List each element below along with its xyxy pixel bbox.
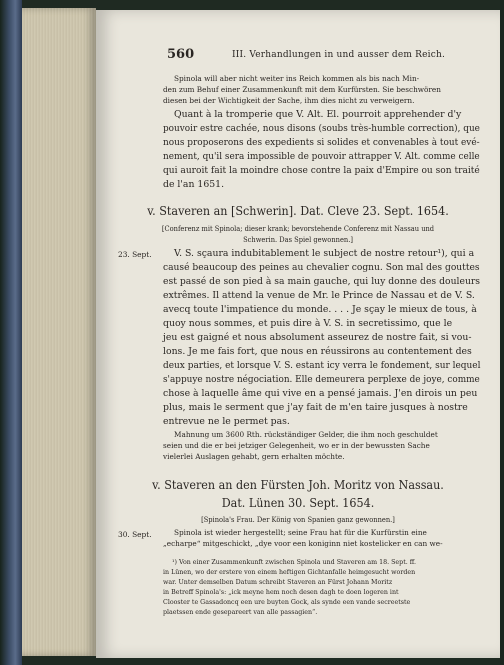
text-line: lons. Je me fais fort, que nous en réussirons au contentement des bbox=[163, 346, 472, 357]
text-line: extrêmes. Il attend la venue de Mr. le Prince de Nassau et de V. S. bbox=[163, 290, 475, 301]
margin-date: 23. Sept. bbox=[118, 250, 152, 259]
text-line: jeu est gaigné et nous absolument asseurez de nostre fait, si vou- bbox=[163, 332, 472, 343]
text-line: Spinola will aber nicht weiter ins Reich kommen als bis nach Min- bbox=[174, 74, 420, 83]
letter-summary-line: [Spinola's Frau. Der König von Spanien ganz gewonnen.] bbox=[201, 515, 395, 524]
text-line: entrevue ne le permet pas. bbox=[163, 416, 290, 427]
text-line: avecq toute l'impatience du monde. . . . Je sçay le mieux de tous, à bbox=[163, 304, 477, 315]
text-line: „echarpe“ mitgeschickt, „dye voor een koniginn niet kostelicker en can we- bbox=[163, 539, 443, 548]
text-line: plus, mais le serment que j'ay fait de m'en taire jusques à nostre bbox=[163, 402, 468, 413]
text-line: causé beaucoup des peines au chevalier cognu. Son mal des gouttes bbox=[163, 262, 480, 273]
book-page bbox=[96, 10, 500, 658]
footnote-line: plaetssen ende gesepareert van alle passagien“. bbox=[163, 609, 318, 616]
page-number: 560 bbox=[167, 47, 195, 62]
footnote-line: in Lünen, wo der erstere von einem heftigen Gichtanfalle heimgesucht worden bbox=[163, 569, 416, 576]
text-line: den zum Behuf einer Zusammenkunft mit dem Kurfürsten. Sie beschwören bbox=[163, 85, 441, 94]
footnote-line: ¹) Von einer Zusammenkunft zwischen Spinola und Staveren am 18. Sept. ff. bbox=[172, 559, 416, 566]
text-line: pouvoir estre cachée, nous disons (soubs très-humble correction), que bbox=[163, 123, 480, 134]
text-line: s'appuye nostre négociation. Elle demeurera perplexe de joye, comme bbox=[163, 374, 480, 385]
text-line: Mahnung um 3600 Rth. rückständiger Gelder, die ihm noch geschuldet bbox=[174, 430, 438, 439]
margin-date: 30. Sept. bbox=[118, 530, 152, 539]
text-line: est passé de son pied à sa main gauche, qui luy donne des douleurs bbox=[163, 276, 481, 287]
footnote-line: in Betreff Spinola's: „ick meyne hem noch desen dagh te doen logeren int bbox=[163, 589, 399, 596]
text-line: V. S. sçaura indubitablement le subject de nostre retour¹), qui a bbox=[174, 248, 475, 259]
text-line: de l'an 1651. bbox=[163, 179, 225, 190]
text-line: chose à laquelle âme qui vive en a pensé jamais. J'en dirois un peu bbox=[163, 388, 478, 399]
text-line: vielerlei Auslagen gehabt, gern erhalten möchte. bbox=[163, 452, 345, 461]
letter-heading: v. Staveren an den Fürsten Joh. Moritz von Nassau. bbox=[152, 478, 444, 492]
footnote-line: war. Unter demselben Datum schreibt Staveren an Fürst Johann Moritz bbox=[163, 579, 393, 586]
running-title: III. Verhandlungen in und ausser dem Reich. bbox=[232, 50, 446, 60]
book-cover-edge bbox=[0, 0, 22, 665]
text-line: Quant à la tromperie que V. Alt. El. pourroit apprehender d'y bbox=[174, 109, 462, 120]
text-line: seien und die er bei jetziger Gelegenheit, wo er in der bewussten Sache bbox=[163, 441, 430, 450]
text-line: nement, qu'il sera impossible de pouvoir attrapper V. Alt. comme celle bbox=[163, 151, 480, 162]
text-line: deux parties, et lorsque V. S. estant icy verra le fondement, sur lequel bbox=[163, 360, 481, 371]
right-edge bbox=[500, 0, 504, 665]
letter-heading: Dat. Lünen 30. Sept. 1654. bbox=[221, 496, 375, 510]
text-line: nous proposerons des expedients si solides et convenables à tout evé- bbox=[163, 137, 480, 148]
footnote-line: Clooster te Gassadoncq een ure buyten Gock, als synde een vande secreetste bbox=[163, 599, 411, 606]
letter-summary-line: [Conferenz mit Spinola; dieser krank; bevorstehende Conferenz mit Nassau und bbox=[161, 224, 435, 233]
text-line: diesen bei der Wichtigkeit der Sache, ihm dies nicht zu verweigern. bbox=[163, 96, 415, 105]
letter-heading: v. Staveren an [Schwerin]. Dat. Cleve 23. Sept. 1654. bbox=[147, 204, 449, 218]
letter-summary-line: Schwerin. Das Spiel gewonnen.] bbox=[243, 235, 353, 244]
text-line: qui auroit fait la moindre chose contre la paix d'Empire ou son traité bbox=[163, 165, 480, 176]
page-stack-edge bbox=[22, 8, 96, 656]
text-line: quoy nous sommes, et puis dire à V. S. in secretissimo, que le bbox=[163, 318, 453, 329]
text-line: Spinola ist wieder hergestellt; seine Frau hat für die Kurfürstin eine bbox=[174, 528, 427, 537]
